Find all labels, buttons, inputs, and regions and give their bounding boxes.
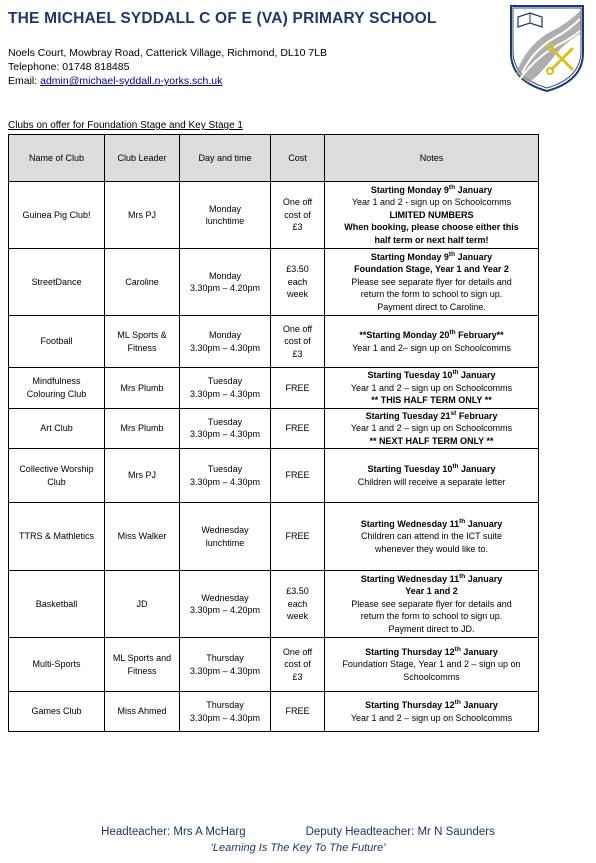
notes-text-after: January xyxy=(455,184,493,195)
club-day: Thursday xyxy=(206,653,244,663)
notes-superscript: th xyxy=(452,463,459,470)
notes-text: ** NEXT HALF TERM ONLY ** xyxy=(369,435,494,446)
club-name: Mindfulness Colouring Club xyxy=(9,368,105,409)
club-leader: JD xyxy=(105,571,180,638)
notes-text-after: January xyxy=(460,700,498,710)
day-and-time xyxy=(180,503,271,571)
club-notes xyxy=(325,368,539,409)
table-row xyxy=(9,503,539,571)
notes-line xyxy=(328,276,535,289)
cost-line: each xyxy=(287,598,308,609)
notes-text: Starting Tuesday 10 xyxy=(367,370,453,380)
notes-line xyxy=(328,658,535,671)
table-row xyxy=(9,408,539,449)
notes-text: Year 1 and 2 – sign up on Schoolcomms xyxy=(350,712,513,723)
day-and-time xyxy=(180,249,271,316)
club-time: 3.30pm – 4.30pm xyxy=(189,429,261,440)
day-and-time xyxy=(180,182,271,249)
deputy-headteacher: Deputy Headteacher: Mr N Saunders xyxy=(305,826,495,838)
notes-line xyxy=(328,301,535,314)
notes-line xyxy=(328,476,535,489)
cost-line: £3.50 xyxy=(286,586,309,597)
club-leader: Mrs PJ xyxy=(105,182,180,249)
notes-line xyxy=(328,263,535,276)
club-name: Games Club xyxy=(9,692,105,732)
club-leader: Miss Ahmed xyxy=(105,692,180,732)
club-day: Wednesday xyxy=(201,525,249,535)
club-notes xyxy=(325,571,539,638)
notes-text: Year 1 and 2 xyxy=(405,586,458,597)
club-name: StreetDance xyxy=(9,249,105,316)
notes-line xyxy=(328,288,535,301)
notes-text: return the form to school to sign up. xyxy=(360,289,503,300)
notes-line xyxy=(328,646,535,659)
notes-line xyxy=(328,196,535,209)
notes-line xyxy=(328,585,535,598)
notes-line xyxy=(328,251,535,264)
club-time: lunchtime xyxy=(205,537,245,548)
notes-text: Starting Wednesday 11 xyxy=(360,518,460,529)
club-day: Monday xyxy=(208,330,242,340)
club-day: Thursday xyxy=(206,700,244,710)
notes-text-after: January xyxy=(458,464,496,474)
club-cost xyxy=(271,692,325,732)
notes-text: Year 1 and 2 - sign up on Schoolcomms xyxy=(351,197,512,208)
club-cost xyxy=(271,638,325,692)
notes-text: Starting Thursday 12 xyxy=(365,700,455,710)
club-time: 3.30pm – 4.30pm xyxy=(189,712,261,723)
club-leader: ML Sports & Fitness xyxy=(105,316,180,368)
club-name: TTRS & Mathletics xyxy=(9,503,105,571)
notes-text: Payment direct to Caroline. xyxy=(377,301,486,312)
club-day: Wednesday xyxy=(201,592,249,603)
notes-text: Foundation Stage, Year 1 and Year 2 xyxy=(354,264,509,275)
column-header-club-leader: Club Leader xyxy=(105,135,180,182)
club-notes xyxy=(325,316,539,368)
school-name: THE MICHAEL SYDDALL C OF E (VA) PRIMARY SCHOOL xyxy=(8,10,437,27)
club-cost xyxy=(271,182,325,249)
notes-line xyxy=(328,394,535,407)
notes-text: Starting Monday 9 xyxy=(370,184,449,195)
notes-text: Children can attend in the ICT suite xyxy=(361,531,502,542)
club-name: Guinea Pig Club! xyxy=(9,182,105,249)
notes-superscript: th xyxy=(459,572,466,580)
notes-superscript: st xyxy=(450,409,457,417)
table-row xyxy=(9,249,539,316)
club-time: 3.30pm – 4.30pm xyxy=(189,388,261,399)
notes-text: ** THIS HALF TERM ONLY ** xyxy=(371,395,492,405)
school-email-line xyxy=(8,75,222,88)
club-leader: ML Sports and Fitness xyxy=(105,638,180,692)
club-name: Multi-Sports xyxy=(9,638,105,692)
notes-text-after: February xyxy=(456,410,498,421)
notes-text: Payment direct to JD. xyxy=(388,623,475,634)
notes-text: Year 1 and 2– sign up on Schoolcomms xyxy=(352,342,511,353)
club-notes xyxy=(325,638,539,692)
day-and-time xyxy=(180,449,271,503)
cost-line: £3.50 xyxy=(286,264,309,275)
notes-line xyxy=(328,410,535,423)
headteacher: Headteacher: Mrs A McHarg xyxy=(101,826,246,838)
school-crest-icon xyxy=(508,3,586,93)
day-and-time xyxy=(180,692,271,732)
notes-line xyxy=(328,699,535,712)
notes-text: When booking, please choose either this xyxy=(344,222,519,233)
notes-text: half term or next half term! xyxy=(374,234,489,245)
notes-line xyxy=(328,209,535,222)
table-row xyxy=(9,638,539,692)
notes-line xyxy=(328,463,535,476)
notes-line xyxy=(328,422,535,435)
notes-line xyxy=(328,530,535,543)
school-telephone: Telephone: 01748 818485 xyxy=(8,61,130,73)
club-leader: Mrs Plumb xyxy=(105,408,180,449)
club-leader: Mrs PJ xyxy=(105,449,180,503)
notes-line xyxy=(328,234,535,247)
club-time: 3.30pm – 4.20pm xyxy=(189,283,261,293)
notes-text: Starting Tuesday 10 xyxy=(367,464,453,474)
notes-line xyxy=(328,671,535,684)
notes-superscript: th xyxy=(454,699,461,706)
table-row xyxy=(9,449,539,503)
day-and-time xyxy=(180,368,271,409)
cost-line: FREE xyxy=(285,706,310,717)
cost-line: week xyxy=(286,611,308,622)
notes-superscript: th xyxy=(449,329,456,336)
column-header-notes: Notes xyxy=(325,135,539,182)
day-and-time xyxy=(180,638,271,692)
day-and-time xyxy=(180,316,271,368)
club-day: Tuesday xyxy=(207,464,243,474)
cost-line: FREE xyxy=(285,423,310,433)
club-leader: Miss Walker xyxy=(105,503,180,571)
notes-text: Year 1 and 2 – sign up on Schoolcomms xyxy=(350,423,513,433)
club-name: Collective Worship Club xyxy=(9,449,105,503)
column-header-cost: Cost xyxy=(271,135,325,182)
school-motto: ‘Learning Is The Key To The Future’ xyxy=(210,842,386,854)
school-address: Noels Court, Mowbray Road, Catterick Village, Richmond, DL10 7LB xyxy=(8,47,328,59)
notes-text: LIMITED NUMBERS xyxy=(389,209,474,220)
notes-text: Please see separate flyer for details and xyxy=(351,598,512,609)
notes-line xyxy=(328,598,535,611)
club-time: lunchtime xyxy=(205,216,245,226)
cost-line: cost of xyxy=(284,336,311,347)
notes-superscript: th xyxy=(459,517,466,525)
email-link[interactable]: admin@michael-syddall.n-yorks.sch.uk xyxy=(40,75,223,87)
notes-text: Year 1 and 2 – sign up on Schoolcomms xyxy=(350,382,513,393)
cost-line: week xyxy=(286,289,308,300)
club-cost xyxy=(271,408,325,449)
table-header-row xyxy=(9,135,539,182)
notes-text-after: January xyxy=(460,646,498,657)
cost-line: One off xyxy=(282,323,313,334)
table-row xyxy=(9,182,539,249)
cost-line: FREE xyxy=(285,531,310,542)
club-notes xyxy=(325,503,539,571)
cost-line: cost of xyxy=(284,209,311,220)
club-name: Art Club xyxy=(9,408,105,449)
club-name: Basketball xyxy=(9,571,105,638)
cost-line: One off xyxy=(282,646,313,657)
cost-line: each xyxy=(287,276,308,287)
club-day: Tuesday xyxy=(207,376,243,387)
club-cost xyxy=(271,503,325,571)
club-notes xyxy=(325,692,539,732)
notes-text: Foundation Stage, Year 1 and 2 – sign up on xyxy=(342,659,521,670)
club-day: Tuesday xyxy=(207,416,243,427)
notes-text: Starting Tuesday 21 xyxy=(365,410,451,421)
notes-text-after: February** xyxy=(455,330,504,340)
cost-line: One off xyxy=(282,197,313,208)
club-name: Football xyxy=(9,316,105,368)
notes-text-after: January xyxy=(465,518,503,529)
club-notes xyxy=(325,182,539,249)
cost-line: £3 xyxy=(292,348,303,359)
notes-line xyxy=(328,329,535,342)
club-cost xyxy=(271,571,325,638)
club-notes xyxy=(325,449,539,503)
table-caption: Clubs on offer for Foundation Stage and Key Stage 1 xyxy=(8,120,243,131)
notes-text: Starting Thursday 12 xyxy=(365,646,455,657)
club-time: 3.30pm – 4.30pm xyxy=(189,476,261,487)
notes-line xyxy=(328,382,535,395)
cost-line: FREE xyxy=(285,382,310,393)
club-day: Monday xyxy=(208,270,242,281)
notes-line xyxy=(328,573,535,586)
notes-line xyxy=(328,369,535,382)
notes-text: Children will receive a separate letter xyxy=(357,476,506,487)
notes-line xyxy=(328,543,535,556)
notes-text-after: January xyxy=(458,370,496,380)
notes-line xyxy=(328,623,535,636)
club-cost xyxy=(271,316,325,368)
club-notes xyxy=(325,408,539,449)
clubs-table xyxy=(8,134,539,732)
notes-line xyxy=(328,342,535,355)
notes-line xyxy=(328,184,535,197)
club-leader: Caroline xyxy=(105,249,180,316)
notes-text: Starting Monday 9 xyxy=(370,251,449,262)
notes-superscript: th xyxy=(454,645,461,653)
club-notes xyxy=(325,249,539,316)
notes-text: Please see separate flyer for details and xyxy=(351,276,512,287)
notes-text-after: January xyxy=(465,573,503,584)
notes-line xyxy=(328,712,535,725)
day-and-time xyxy=(180,408,271,449)
notes-text: whenever they would like to. xyxy=(374,543,489,554)
club-time: 3.30pm – 4.30pm xyxy=(189,342,261,353)
table-row xyxy=(9,571,539,638)
notes-line xyxy=(328,610,535,623)
notes-line xyxy=(328,518,535,531)
club-day: Monday xyxy=(208,203,242,214)
club-leader: Mrs Plumb xyxy=(105,368,180,409)
cost-line: £3 xyxy=(292,671,303,682)
club-cost xyxy=(271,249,325,316)
email-label: Email: xyxy=(8,75,38,87)
club-cost xyxy=(271,449,325,503)
day-and-time xyxy=(180,571,271,638)
cost-line: FREE xyxy=(285,470,310,481)
table-row xyxy=(9,368,539,409)
column-header-club-name: Name of Club xyxy=(9,135,105,182)
cost-line: £3 xyxy=(292,222,303,233)
club-time: 3.30pm – 4.30pm xyxy=(189,665,261,676)
notes-text-after: January xyxy=(455,251,493,262)
notes-superscript: th xyxy=(448,250,456,258)
notes-superscript: th xyxy=(448,183,456,191)
footer-staff xyxy=(0,826,596,838)
notes-text: Starting Wednesday 11 xyxy=(360,573,460,584)
table-row xyxy=(9,692,539,732)
notes-text: return the form to school to sign up. xyxy=(360,611,503,622)
notes-line xyxy=(328,435,535,448)
notes-superscript: th xyxy=(452,369,459,376)
club-time: 3.30pm – 4.20pm xyxy=(189,605,261,615)
column-header-day-time: Day and time xyxy=(180,135,271,182)
notes-line xyxy=(328,221,535,234)
cost-line: cost of xyxy=(284,659,311,670)
notes-text: Schoolcomms xyxy=(403,671,460,682)
table-row xyxy=(9,316,539,368)
notes-text: **Starting Monday 20 xyxy=(359,330,450,340)
club-cost xyxy=(271,368,325,409)
